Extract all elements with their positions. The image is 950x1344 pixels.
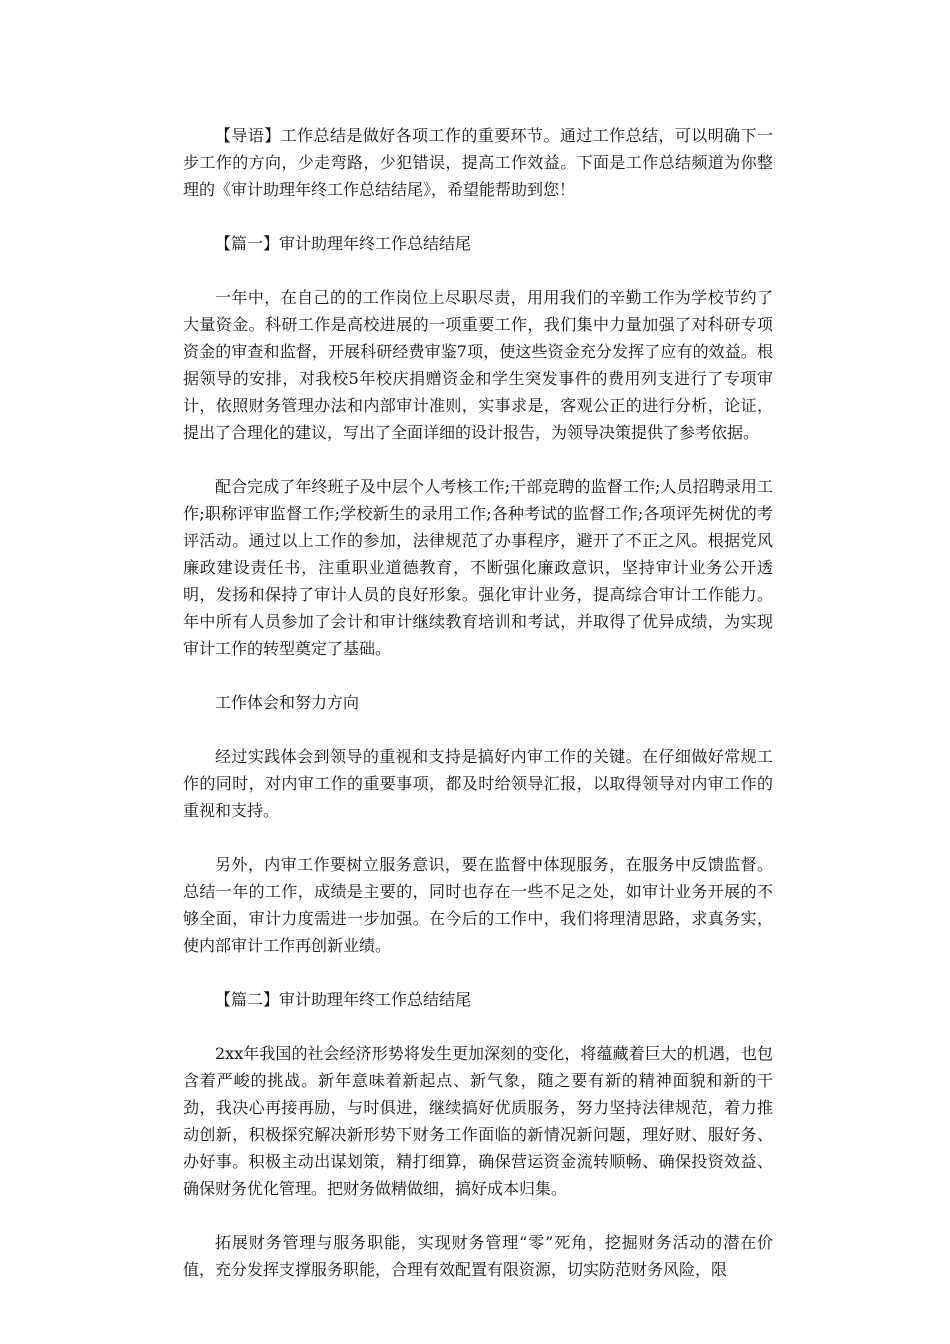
section-one-paragraph-2: 配合完成了年终班子及中层个人考核工作;干部竞聘的监督工作;人员招聘录用工作;职称评审监督工作;学校新生的录用工作;各种考试的监督工作;各项评先树优的考评活动。通过以上工作的参加，法律规范了办事程序，避开了不正之风。根据党风廉政建设责任书，注重职业道德教育，不断强化廉政意识，坚持审计业务公开透明，发扬和保持了审计人员的良好形象。强化审计业务，提高综合审计工作能力。年中所有人员参加了会计和审计继续教育培训和考试，并取得了优异成绩，为实现审计工作的转型奠定了基础。 <box>183 477 773 658</box>
section-two-paragraph-2: 拓展财务管理与服务职能，实现财务管理“零”死角，挖掘财务活动的潜在价值，充分发挥支撑服务职能，合理有效配置有限资源，切实防范财务风险，限 <box>183 1233 773 1279</box>
section-one-paragraph-3: 经过实践体会到领导的重视和支持是搞好内审工作的关键。在仔细做好常规工作的同时，对内审工作的重要事项，都及时给领导汇报，以取得领导对内审工作的重视和支持。 <box>183 747 773 820</box>
document-body <box>183 122 773 1310</box>
intro-paragraph: 【导语】工作总结是做好各项工作的重要环节。通过工作总结，可以明确下一步工作的方向，少走弯路，少犯错误，提高工作效益。下面是工作总结频道为你整理的《审计助理年终工作总结结尾》，希望能帮助到您！ <box>183 126 773 199</box>
section-one-subheading: 工作体会和努力方向 <box>215 693 360 712</box>
section-two-paragraph-1: 2xx年我国的社会经济形势将发生更加深刻的变化，将蕴藏着巨大的机遇，也包含着严峻的挑战。新年意味着新起点、新气象，随之要有新的精神面貌和新的干劲，我决心再接再励，与时俱进，继续搞好优质服务，努力坚持法律规范，着力推动创新，积极探究解决新形势下财务工作面临的新情况新问题，理好财、服好务、办好事。积极主动出谋划策，精打细算，确保营运资金流转顺畅、确保投资效益、确保财务优化管理。把财务做精做细，搞好成本归集。 <box>183 1044 773 1198</box>
section-one-paragraph-1: 一年中，在自己的的工作岗位上尽职尽责，用用我们的辛勤工作为学校节约了大量资金。科研工作是高校进展的一项重要工作，我们集中力量加强了对科研专项资金的审查和监督，开展科研经费审鉴7项，使这些资金充分发挥了应有的效益。根据领导的安排，对我校5年校庆捐赠资金和学生突发事件的费用列支进行了专项审计，依照财务管理办法和内部审计准则，实事求是，客观公正的进行分析，论证，提出了合理化的建议，写出了全面详细的设计报告，为领导决策提供了参考依据。 <box>183 288 773 442</box>
section-one-title: 【篇一】审计助理年终工作总结结尾 <box>215 234 472 253</box>
section-two-title: 【篇二】审计助理年终工作总结结尾 <box>215 990 472 1009</box>
section-one-paragraph-4: 另外，内审工作要树立服务意识，要在监督中体现服务，在服务中反馈监督。总结一年的工作，成绩是主要的，同时也存在一些不足之处，如审计业务开展的不够全面，审计力度需进一步加强。在今后的工作中，我们将理清思路，求真务实，使内部审计工作再创新业绩。 <box>183 855 773 955</box>
